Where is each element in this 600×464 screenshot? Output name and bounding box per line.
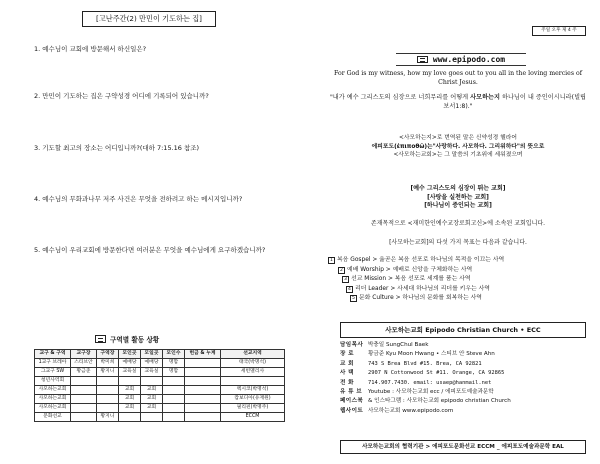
info-label: 전 화 xyxy=(340,379,354,386)
column-header: 헌금 & 누계 xyxy=(185,350,221,359)
motto-line: [예수 그리스도의 심장이 뛰는 교회] xyxy=(410,185,506,192)
table-cell: 멕시코(박명석) xyxy=(221,386,285,395)
table-row xyxy=(35,359,285,368)
verse-text: 하나님이 내 증인이시니라(빌립보서1:8)." xyxy=(443,94,587,110)
info-row xyxy=(340,350,590,359)
info-label: 장 로 xyxy=(340,351,354,358)
schedule-title: 구역별 활동 상황 xyxy=(110,336,160,344)
column-header: 모일곳 xyxy=(141,350,163,359)
table-cell: 1교구 브레아 xyxy=(35,359,71,368)
motto-line: [하나님이 증인되는 교회] xyxy=(424,202,492,209)
definition-line: 에피포도(ἐπιποθῶ)는"사랑하다. 사모하다. 그리워하다"의 뜻으로 xyxy=(371,143,545,150)
info-value: 사모하는교회 www.epipodo.com xyxy=(368,407,454,414)
table-cell xyxy=(71,377,97,386)
table-cell xyxy=(185,413,221,422)
vision-item xyxy=(328,294,590,304)
table-cell: 명합 xyxy=(163,368,185,377)
church-motto xyxy=(328,185,588,211)
info-row xyxy=(340,360,590,369)
column-header: 모인수 xyxy=(163,350,185,359)
table-cell: 교육실 xyxy=(141,368,163,377)
column-header: 구역장 xyxy=(97,350,119,359)
vision-text: 복음 Gospel > 옳곧은 복음 선포로 하나님의 목적을 이끄는 사역 xyxy=(337,257,505,263)
vision-text: 리더 Leader > 사세대 하나님의 리더를 키우는 사역 xyxy=(355,285,490,292)
info-value: & 인스타그램 : 사모하는교회 epipodo christian Church xyxy=(368,398,511,405)
table-cell xyxy=(185,395,221,404)
info-row xyxy=(340,397,590,406)
note-icon xyxy=(95,335,106,343)
note-icon xyxy=(417,56,428,63)
table-cell xyxy=(163,395,185,404)
table-cell: 사모하는교회 xyxy=(35,404,71,413)
vision-intro: [사모하는교회]의 다섯 가지 목표는 다음과 같습니다. xyxy=(389,239,527,246)
table-cell: 그교구 SW xyxy=(35,368,71,377)
table-cell xyxy=(71,386,97,395)
table-cell xyxy=(141,377,163,386)
table-row xyxy=(35,386,285,395)
info-row xyxy=(340,379,590,388)
table-cell: 황금준 xyxy=(71,368,97,377)
table-cell xyxy=(221,377,285,386)
table-cell: 황지니 xyxy=(97,368,119,377)
vision-item xyxy=(328,266,590,276)
english-verse: For God is my witness, how my love goes out to you all in the loving mercies of Christ Jesus. xyxy=(334,70,582,86)
vision-number: 3 xyxy=(342,276,349,283)
table-cell xyxy=(163,404,185,413)
question-1: 1. 예수님이 교회에 방문해서 하신일은? xyxy=(34,45,147,53)
vision-item xyxy=(328,275,590,285)
vision-number: 2 xyxy=(338,267,345,274)
table-cell: 교육실 xyxy=(119,368,141,377)
table-cell: ECCM xyxy=(221,413,285,422)
table-cell: 필리핀(박명주) xyxy=(221,404,285,413)
table-cell xyxy=(71,395,97,404)
definition-line: <사모하는지>로 번역된 말은 신약성경 헬라어 xyxy=(399,135,517,141)
column-header: 교구장 xyxy=(71,350,97,359)
info-value: 714.907.7430. email: usaep@hanmail.net xyxy=(368,379,492,386)
table-cell xyxy=(185,404,221,413)
church-info xyxy=(340,341,590,416)
table-cell xyxy=(97,386,119,395)
definition-line: <사모하는교회>는 그 말씀의 기초위에 세워졌으며 xyxy=(393,152,523,158)
right-page xyxy=(300,0,600,464)
table-cell: 예배당 xyxy=(119,359,141,368)
verse-emphasis: 사모하는지 xyxy=(470,94,501,101)
table-row xyxy=(35,413,285,422)
info-label: 사 택 xyxy=(340,370,354,377)
verse-text: "내가 예수 그리스도의 심장으로 너희무리를 어떻게 xyxy=(329,94,471,101)
table-row xyxy=(35,404,285,413)
question-2: 2. 만민이 기도하는 집은 구약성경 어디에 기록되어 있습니까? xyxy=(34,92,209,100)
definition-block xyxy=(328,134,588,160)
vision-number: 1 xyxy=(328,257,335,264)
table-cell xyxy=(71,413,97,422)
info-label: 웹사이트 xyxy=(340,407,364,414)
table-cell: 문화선교 xyxy=(35,413,71,422)
table-cell xyxy=(185,386,221,395)
website-url: www.epipodo.com xyxy=(432,55,506,64)
info-value: 743 S Brea Blvd #15. Brea, CA 92821 xyxy=(368,360,482,367)
table-cell: 교회 xyxy=(119,386,141,395)
table-cell: 명합 xyxy=(163,359,185,368)
vision-item xyxy=(328,256,590,266)
column-header: 교구 & 구역 xyxy=(35,350,71,359)
table-cell xyxy=(141,413,163,422)
info-row xyxy=(340,369,590,378)
info-value: 황금준 Kyu Moon Hwang • 스티브 안 Steve Ahn xyxy=(368,351,495,358)
week-tag: 주일 오후 제 4 주 xyxy=(532,26,586,36)
table-cell xyxy=(97,404,119,413)
question-4: 4. 예수님의 무화과나무 저주 사건은 무엇을 전하려고 하는 메시지입니까? xyxy=(34,195,243,203)
table-cell: 사모하는교회 xyxy=(35,395,71,404)
table-body xyxy=(35,359,285,422)
table-cell xyxy=(163,386,185,395)
website-heading xyxy=(396,53,526,66)
vision-number: 5 xyxy=(350,295,357,302)
table-cell: 캄보디아(유재원) xyxy=(221,395,285,404)
table-cell xyxy=(163,413,185,422)
table-cell xyxy=(185,368,221,377)
schedule-table xyxy=(34,349,285,422)
info-value: Youtube : 사모하는교회 ecc / 에피포도예술과문학 xyxy=(368,388,494,395)
partner-organizations: 사모하는교회의 협력기관 > 에피포도문화선교 ECCM _ 에피포도예술과문학 EAL xyxy=(340,440,586,454)
table-cell: 교회 xyxy=(119,395,141,404)
table-cell: 교회 xyxy=(119,404,141,413)
info-row xyxy=(340,388,590,397)
motto-line: [사랑을 실천하는 교회] xyxy=(427,193,489,201)
table-cell xyxy=(185,377,221,386)
table-cell: 교회 xyxy=(141,386,163,395)
column-header: 선교지역 xyxy=(221,350,285,359)
table-header-row xyxy=(35,350,285,359)
question-3: 3. 기도할 최고의 장소는 어디입니까?(대하 7:15.16 참조) xyxy=(34,144,200,152)
vision-text: 문화 Culture > 하나님의 문화를 회복하는 사역 xyxy=(359,295,482,301)
info-label: 유 튜 브 xyxy=(340,388,363,395)
vision-text: 선교 Mission > 복음 선포로 세계를 품는 사역 xyxy=(351,276,471,282)
table-cell xyxy=(185,359,221,368)
info-value: 2907 N Cottonwood St #11. Orange, CA 92865 xyxy=(368,370,505,377)
vision-number: 4 xyxy=(346,286,353,293)
table-row xyxy=(35,377,285,386)
table-cell: 스티브안 xyxy=(71,359,97,368)
table-cell: 태국(박명석) xyxy=(221,359,285,368)
info-row xyxy=(340,341,590,350)
vision-text: 예배 Worship > 예배로 신앙을 구체화하는 사역 xyxy=(347,266,473,273)
table-cell xyxy=(119,377,141,386)
info-label: 담임목사 xyxy=(340,342,364,348)
korean-verse xyxy=(328,94,588,111)
page-title: [고난주간(2) 만민이 기도하는 집] xyxy=(82,11,216,27)
table-cell: 교회 xyxy=(141,395,163,404)
table-cell xyxy=(71,404,97,413)
info-label: 교 회 xyxy=(340,360,354,367)
table-cell: 청년사역회 xyxy=(35,377,71,386)
table-cell: 세빈멜리사 xyxy=(221,368,285,377)
table-row xyxy=(35,368,285,377)
vision-item xyxy=(328,285,590,295)
church-affiliation: 존재목적으로 <재미한인예수교장로회고신>에 소속된 교회입니다. xyxy=(370,220,546,227)
info-label: 페이스북 xyxy=(340,398,364,405)
table-cell: 교회 xyxy=(141,404,163,413)
table-cell xyxy=(163,377,185,386)
question-5: 5. 예수님이 우리교회에 방문한다면 여러분은 무엇을 예수님에게 요구하겠습니까? xyxy=(34,246,266,254)
column-header: 모인곳 xyxy=(119,350,141,359)
schedule-heading xyxy=(95,334,215,346)
church-name: 사모하는교회 Epipodo Christian Church • ECC xyxy=(340,322,586,338)
table-cell: 예배당 xyxy=(141,359,163,368)
info-row xyxy=(340,407,590,416)
table-row xyxy=(35,395,285,404)
table-cell: 황지니 xyxy=(97,413,119,422)
table-cell: 사모하는교회 xyxy=(35,386,71,395)
info-value: 박충일 SungChul Baek xyxy=(368,342,429,348)
table-cell xyxy=(97,377,119,386)
table-cell: 박미희 xyxy=(97,359,119,368)
table-cell xyxy=(97,395,119,404)
table-cell xyxy=(119,413,141,422)
vision-list xyxy=(328,256,590,304)
